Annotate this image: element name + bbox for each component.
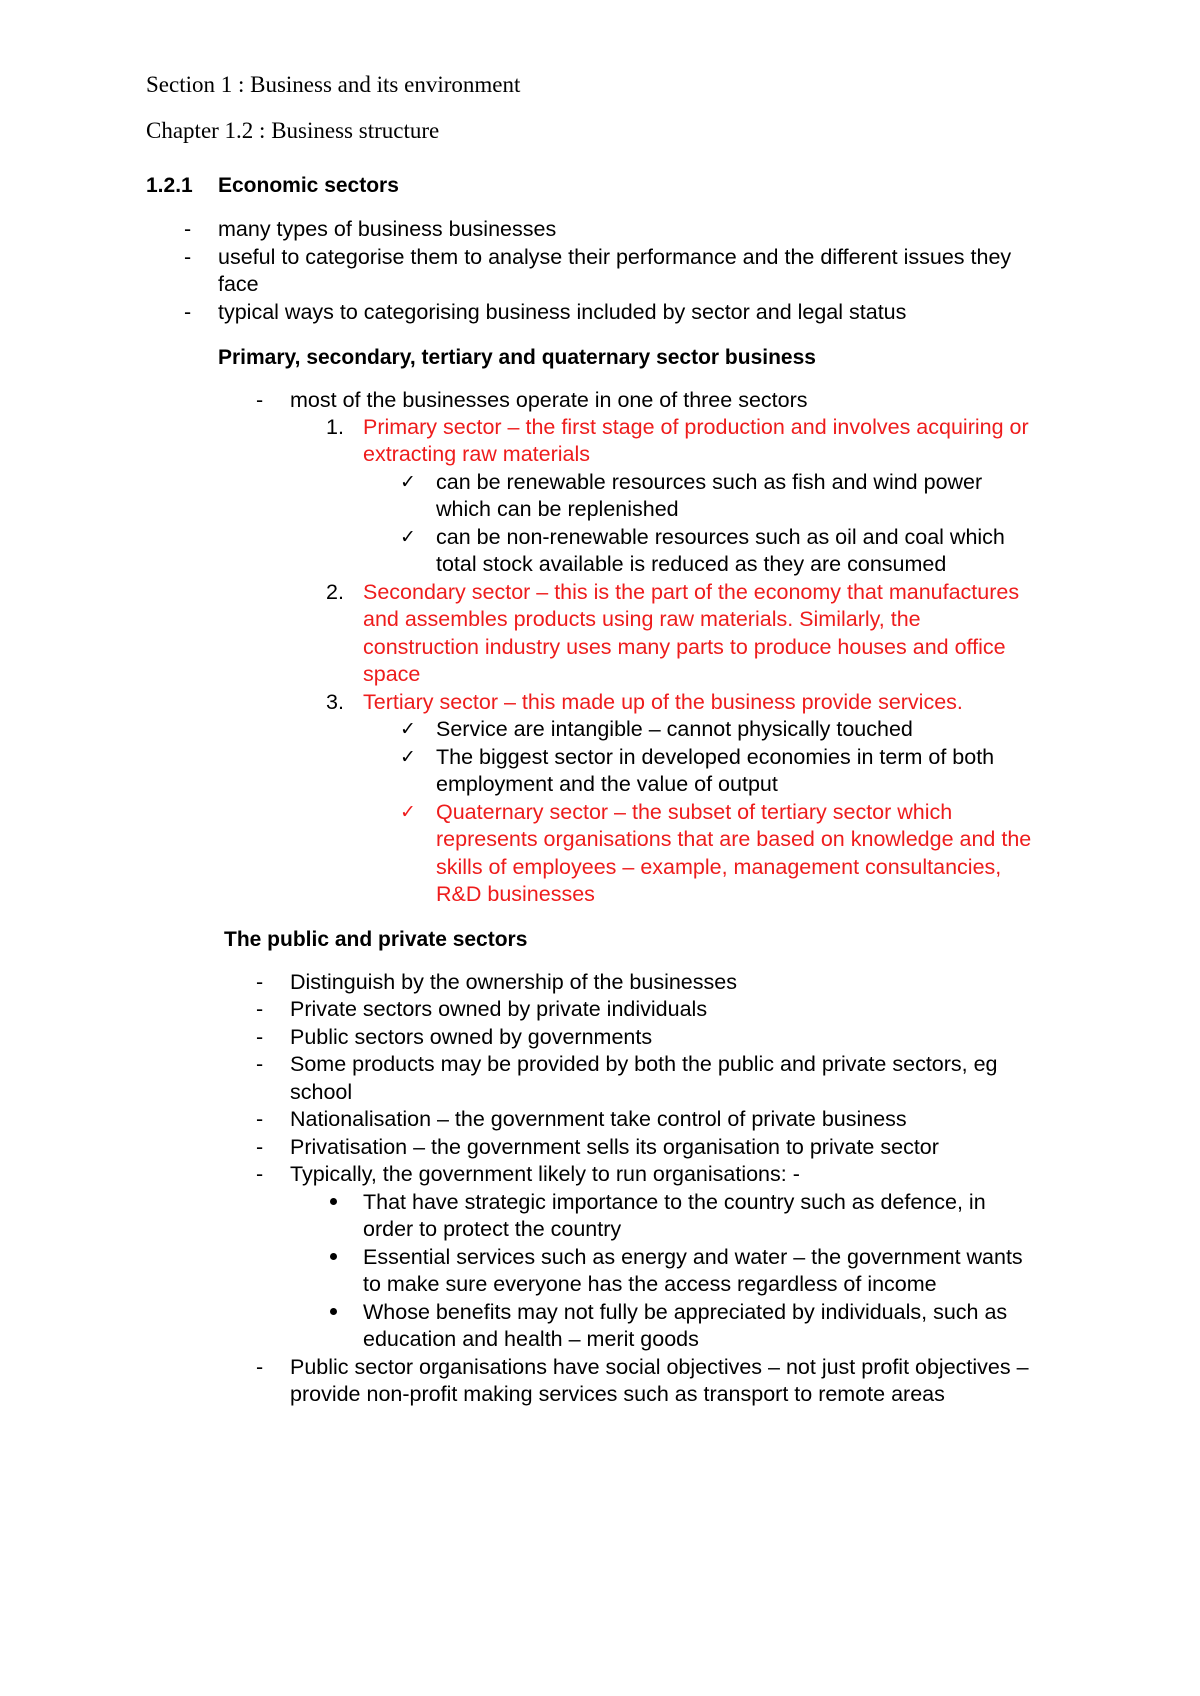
list-item: Distinguish by the ownership of the businesses — [290, 970, 737, 994]
bullet-item: Whose benefits may not fully be appreciated by individuals, such as — [363, 1300, 1008, 1324]
list-item: many types of business businesses — [218, 217, 557, 241]
list-item-continued: school — [290, 1080, 353, 1104]
check-icon: ✓ — [400, 718, 416, 740]
list-item: Some products may be provided by both the public and private sectors, eg — [290, 1052, 998, 1076]
sector-heading: Primary, secondary, tertiary and quaternary sector business — [218, 346, 816, 369]
bullet-item: education and health – merit goods — [363, 1327, 699, 1351]
subsection-number: 1.2.1 — [146, 174, 193, 197]
check-item: The biggest sector in developed economies in term of both — [436, 745, 995, 769]
tertiary-sector-text: Tertiary sector – this made up of the business provide services. — [363, 690, 963, 714]
bullet-item: Essential services such as energy and water – the government wants — [363, 1245, 1023, 1269]
dash-marker: - — [184, 217, 192, 241]
dash-marker: - — [256, 1355, 264, 1379]
check-item: can be renewable resources such as fish and wind power — [436, 470, 983, 494]
check-icon: ✓ — [400, 526, 416, 548]
bullet-icon — [330, 1198, 337, 1205]
secondary-sector-text: construction industry uses many parts to produce houses and office — [363, 635, 1006, 659]
primary-sector-text: Primary sector – the first stage of production and involves acquiring or — [363, 415, 1029, 439]
dash-marker: - — [256, 1052, 264, 1076]
number-marker: 1. — [326, 415, 344, 439]
secondary-sector-text: and assembles products using raw materials. Similarly, the — [363, 607, 921, 631]
dash-marker: - — [256, 388, 264, 412]
dash-marker: - — [184, 245, 192, 269]
quaternary-sector-text: represents organisations that are based on knowledge and the — [436, 827, 1032, 851]
number-marker: 2. — [326, 580, 344, 604]
bullet-icon — [330, 1308, 337, 1315]
dash-marker: - — [256, 970, 264, 994]
bullet-item: order to protect the country — [363, 1217, 622, 1241]
bullet-item: to make sure everyone has the access regardless of income — [363, 1272, 937, 1296]
list-item: Private sectors owned by private individuals — [290, 997, 708, 1021]
quaternary-sector-text: skills of employees – example, management consultancies, — [436, 855, 1002, 879]
check-icon: ✓ — [400, 746, 416, 768]
list-item: typical ways to categorising business included by sector and legal status — [218, 300, 907, 324]
subsection-title: Economic sectors — [218, 174, 399, 197]
check-item: total stock available is reduced as they are consumed — [436, 552, 947, 576]
chapter-title: Chapter 1.2 : Business structure — [146, 118, 440, 143]
quaternary-sector-text: R&D businesses — [436, 882, 595, 906]
list-item: Typically, the government likely to run organisations: - — [290, 1162, 800, 1186]
public-private-heading: The public and private sectors — [224, 928, 528, 951]
check-icon: ✓ — [400, 471, 416, 493]
quaternary-sector-text: Quaternary sector – the subset of tertiary sector which — [436, 800, 953, 824]
list-item-continued: face — [218, 272, 259, 296]
list-item: Nationalisation – the government take control of private business — [290, 1107, 907, 1131]
dash-marker: - — [256, 1162, 264, 1186]
dash-marker: - — [184, 300, 192, 324]
check-item: Service are intangible – cannot physically touched — [436, 717, 913, 741]
sector-intro-text: most of the businesses operate in one of three sectors — [290, 388, 808, 412]
list-item-continued: provide non-profit making services such as transport to remote areas — [290, 1382, 945, 1406]
secondary-sector-text: space — [363, 662, 421, 686]
bullet-item: That have strategic importance to the country such as defence, in — [363, 1190, 986, 1214]
check-item: can be non-renewable resources such as oil and coal which — [436, 525, 1005, 549]
section-title: Section 1 : Business and its environment — [146, 72, 521, 97]
list-item: Public sector organisations have social objectives – not just profit objectives – — [290, 1355, 1029, 1379]
check-item: which can be replenished — [436, 497, 679, 521]
dash-marker: - — [256, 1107, 264, 1131]
number-marker: 3. — [326, 690, 344, 714]
list-item: useful to categorise them to analyse their performance and the different issues they — [218, 245, 1012, 269]
primary-sector-text: extracting raw materials — [363, 442, 591, 466]
list-item: Privatisation – the government sells its organisation to private sector — [290, 1135, 939, 1159]
check-item: employment and the value of output — [436, 772, 778, 796]
list-item: Public sectors owned by governments — [290, 1025, 653, 1049]
dash-marker: - — [256, 997, 264, 1021]
dash-marker: - — [256, 1025, 264, 1049]
bullet-icon — [330, 1253, 337, 1260]
check-icon: ✓ — [400, 801, 416, 823]
secondary-sector-text: Secondary sector – this is the part of the economy that manufactures — [363, 580, 1020, 604]
dash-marker: - — [256, 1135, 264, 1159]
